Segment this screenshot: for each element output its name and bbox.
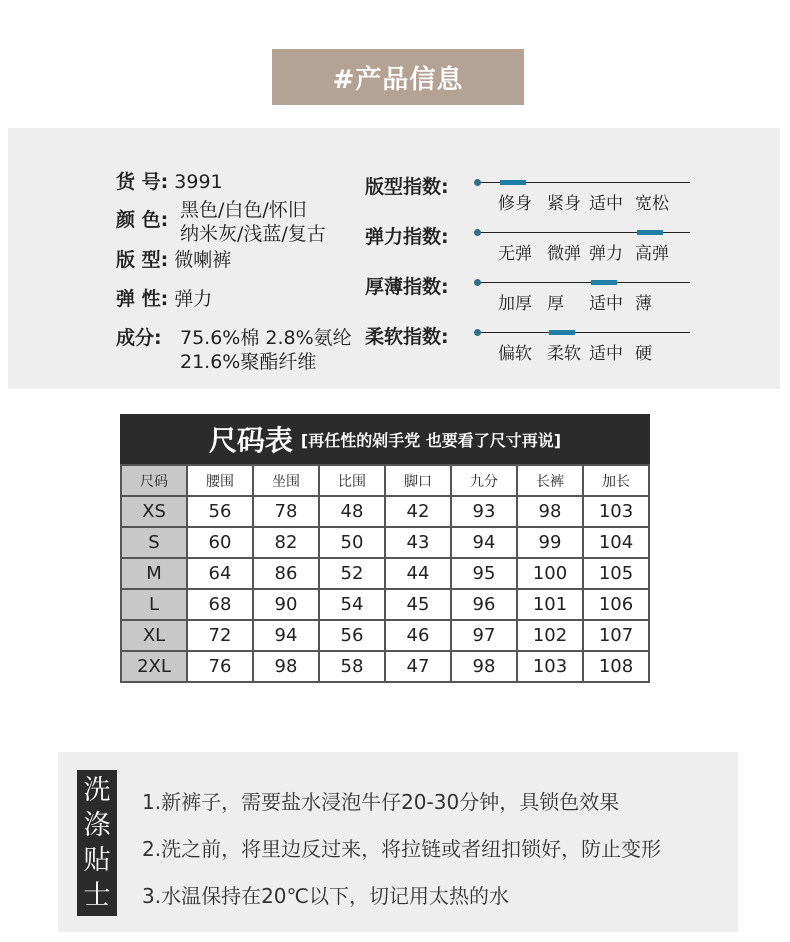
index-scale-fit [474,169,690,214]
size-label-cell: L [121,589,187,620]
care-tip-3: 3.水温保持在20℃以下，切记用太热的水 [142,884,509,908]
column-header: 脚口 [385,465,451,496]
table-cell: 68 [187,589,253,620]
table-cell: 58 [319,651,385,682]
table-cell: 98 [517,496,583,527]
table-cell: 101 [517,589,583,620]
size-label-cell: M [121,558,187,589]
size-label-cell: XL [121,620,187,651]
table-cell: 94 [451,527,517,558]
size-chart-subtitle: [再任性的剁手党 也要看了尺寸再说] [300,430,562,450]
table-cell: 86 [253,558,319,589]
attr-item-no-value: 3991 [174,171,223,193]
scale-start-dot [474,279,481,286]
table-cell: 44 [385,558,451,589]
table-cell: 56 [319,620,385,651]
column-header: 坐围 [253,465,319,496]
index-label-elasticity: 弹力指数: [365,226,449,248]
table-cell: 48 [319,496,385,527]
scale-start-dot [474,179,481,186]
size-table-header-row [121,465,649,496]
attr-composition-values [180,326,352,374]
table-cell: 105 [583,558,649,589]
scale-marker [637,230,663,235]
index-label-fit: 版型指数: [365,176,449,198]
scale-level: 弹力 [589,244,623,264]
table-cell: 56 [187,496,253,527]
scale-level: 适中 [589,294,623,314]
table-cell: 42 [385,496,451,527]
table-cell: 99 [517,527,583,558]
column-header: 尺码 [121,465,187,496]
column-header: 长裤 [517,465,583,496]
table-cell: 102 [517,620,583,651]
size-table [120,464,650,683]
size-chart-header [120,414,650,464]
scale-level: 修身 [498,194,532,214]
attr-composition [116,326,162,350]
attr-composition-key: 成分: [116,327,162,349]
scale-level: 偏软 [498,344,532,364]
attr-color [116,208,168,232]
table-row [121,651,649,682]
table-cell: 106 [583,589,649,620]
attr-item-no-key: 货 号: [116,171,169,193]
table-row [121,527,649,558]
table-cell: 98 [451,651,517,682]
scale-level: 宽松 [635,194,669,214]
scale-level: 紧身 [547,194,581,214]
scale-level: 硬 [635,344,652,364]
table-cell: 64 [187,558,253,589]
table-cell: 54 [319,589,385,620]
table-cell: 104 [583,527,649,558]
attr-fit-key: 版 型: [116,249,169,271]
column-header: 腰围 [187,465,253,496]
care-badge-char: 涤 [83,810,111,841]
size-chart [120,414,650,683]
scale-level: 适中 [589,194,623,214]
care-badge-char: 洗 [83,775,111,806]
scale-level: 薄 [635,294,652,314]
attr-elasticity [116,287,212,311]
table-row [121,589,649,620]
scale-level: 无弹 [498,244,532,264]
table-row [121,558,649,589]
scale-level: 厚 [547,294,564,314]
table-cell: 95 [451,558,517,589]
table-cell: 46 [385,620,451,651]
attr-color-key: 颜 色: [116,209,169,231]
attr-elasticity-key: 弹 性: [116,288,169,310]
size-label-cell: XS [121,496,187,527]
scale-marker [549,330,575,335]
table-cell: 97 [451,620,517,651]
attr-fit [116,248,231,272]
size-label-cell: S [121,527,187,558]
index-scale-thickness [474,269,690,314]
attr-composition-line1: 75.6%棉 2.8%氨纶 [180,327,352,349]
table-cell: 78 [253,496,319,527]
index-scale-softness [474,319,690,364]
scale-line [480,282,690,283]
column-header: 九分 [451,465,517,496]
scale-level: 高弹 [635,244,669,264]
section-title: #产品信息 [332,64,464,95]
table-cell: 76 [187,651,253,682]
table-cell: 47 [385,651,451,682]
column-header: 加长 [583,465,649,496]
table-cell: 93 [451,496,517,527]
table-cell: 103 [583,496,649,527]
attr-composition-line2: 21.6%聚酯纤维 [180,351,317,373]
attr-color-values [180,198,326,246]
attr-elasticity-value: 弹力 [174,288,213,310]
table-cell: 82 [253,527,319,558]
table-row [121,620,649,651]
care-tip-1: 1.新裤子，需要盐水浸泡牛仔20-30分钟，具锁色效果 [142,790,620,814]
table-cell: 60 [187,527,253,558]
scale-marker [500,180,526,185]
table-cell: 94 [253,620,319,651]
attr-item-no [116,170,223,194]
table-cell: 100 [517,558,583,589]
size-label-cell: 2XL [121,651,187,682]
table-cell: 50 [319,527,385,558]
attr-color-line2: 纳米灰/浅蓝/复古 [180,223,326,245]
index-label-thickness: 厚薄指数: [365,276,449,298]
attr-fit-value: 微喇裤 [174,249,232,271]
scale-level: 微弹 [547,244,581,264]
scale-level: 适中 [589,344,623,364]
care-tips-badge [77,770,117,916]
table-cell: 103 [517,651,583,682]
scale-line [480,332,690,333]
size-chart-title: 尺码表 [208,424,293,457]
care-tip-2: 2.洗之前，将里边反过来，将拉链或者纽扣锁好，防止变形 [142,837,662,861]
attr-color-line1: 黑色/白色/怀旧 [180,199,307,221]
table-cell: 108 [583,651,649,682]
scale-start-dot [474,229,481,236]
table-cell: 43 [385,527,451,558]
section-title-banner [272,49,524,105]
scale-level: 加厚 [498,294,532,314]
care-badge-char: 士 [83,880,111,911]
index-label-softness: 柔软指数: [365,326,449,348]
table-cell: 45 [385,589,451,620]
column-header: 比围 [319,465,385,496]
table-cell: 107 [583,620,649,651]
table-cell: 72 [187,620,253,651]
table-cell: 90 [253,589,319,620]
table-cell: 52 [319,558,385,589]
table-row [121,496,649,527]
care-badge-char: 贴 [83,845,111,876]
table-cell: 96 [451,589,517,620]
index-scale-elasticity [474,219,690,264]
scale-level: 柔软 [547,344,581,364]
scale-marker [591,280,617,285]
scale-start-dot [474,329,481,336]
table-cell: 98 [253,651,319,682]
